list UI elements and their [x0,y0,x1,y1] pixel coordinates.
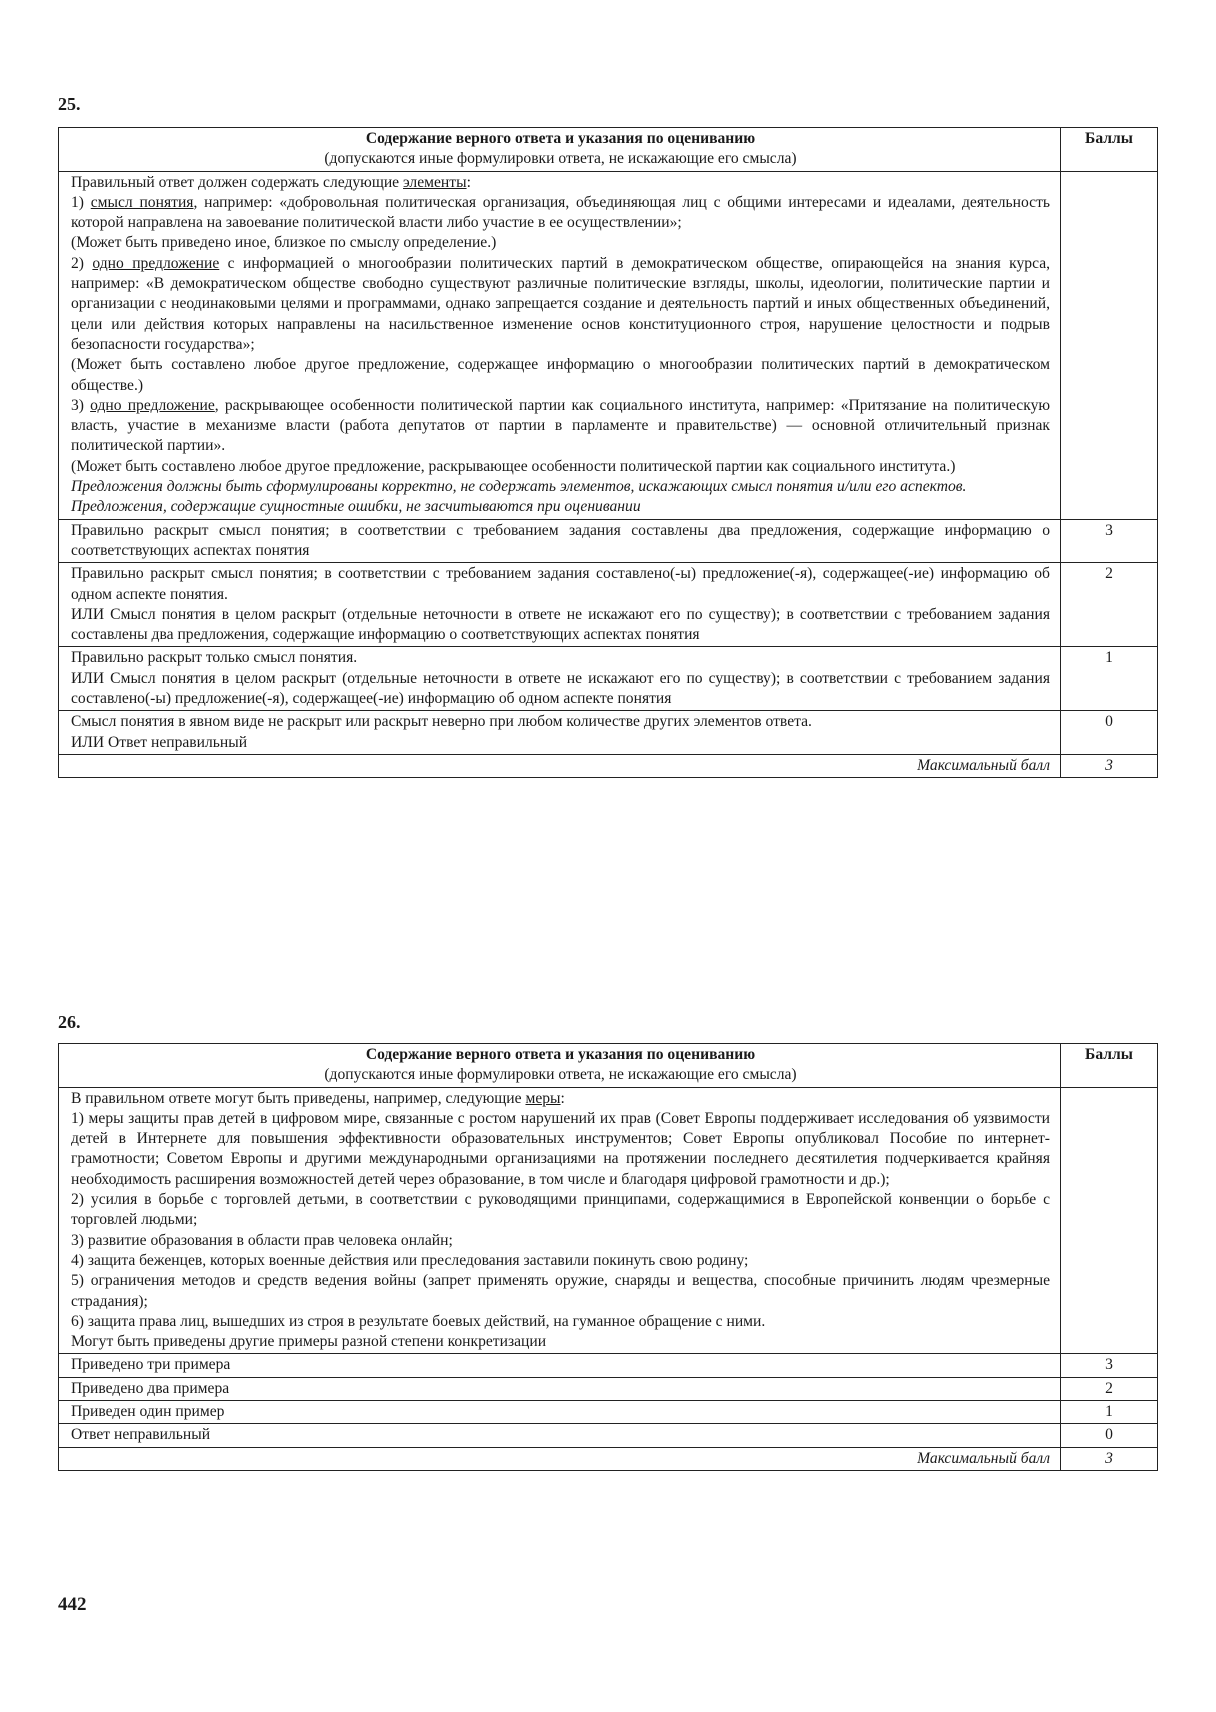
score-row-0 [59,1424,1158,1447]
measure-2: 2) усилия в борьбе с торговлей детьми, в соответствии с руководящими принципами, содержащимися в Европейской конвенции о борьбе с торговлей людьми; [71,1191,1050,1229]
score-value: 0 [1061,1424,1158,1447]
element-3: 3) одно предложение, раскрывающее особенности политической партии как социального института, например: «Притязание на политическую власть, участие в механизме власти (работа депутатов от партии в парламенте и правительстве) — основной отличительный признак политической партии». [71,396,1051,455]
measure-4: 4) защита беженцев, которых военные действия или преследования заставили покинуть свою родину; [71,1251,749,1269]
criteria-text: Смысл понятия в явном виде не раскрыт или раскрыт неверно при любом количестве других элементов ответа. [71,713,812,731]
italic-instruction-1: Предложения должны быть сформулированы корректно, не содержать элементов, искажающих смысл понятия и/или его аспектов. [71,478,967,496]
page-number: 442 [58,1594,87,1615]
content-intro: В правильном ответе могут быть приведены, например, следующие меры: [71,1089,565,1107]
scoring-table-25 [58,127,1158,778]
criteria-alt-text: ИЛИ Смысл понятия в целом раскрыт (отдельные неточности в ответе не искажают его по существу); в соответствии с требованием задания составлено(-ы) предложение(-я), содержащее(-ие) информацию об одном аспекте понятия [71,669,1050,708]
score-row-0 [59,711,1158,755]
measure-3: 3) развитие образования в области прав человека онлайн; [71,1231,453,1249]
table-header [59,128,1158,172]
question-number-25: 25. [58,94,81,114]
score-row-1 [59,647,1158,711]
score-value: 0 [1061,711,1158,755]
score-value: 3 [1061,1354,1158,1377]
element-1-note: (Может быть приведено иное, близкое по смыслу определение.) [71,234,497,252]
element-2-note: (Может быть составлено любое другое предложение, содержащее информацию о многообразии политических партий в демократическом обществе.) [71,356,1050,394]
criteria-cell [59,647,1061,711]
criteria-text: Ответ неправильный [59,1424,1061,1447]
measure-6: 6) защита права лиц, вышедших из строя в результате боевых действий, на гуманное обращение с ними. [71,1312,766,1330]
criteria-text: Приведено два примера [59,1377,1061,1400]
score-value: 2 [1061,563,1158,647]
element-2: 2) одно предложение с информацией о многообразии политических партий в демократическом обществе, опирающейся на знания курса, например: «В демократическом обществе свободно существуют различные политические взгляды, школы, идеологии, политические партии и организации с неодинаковыми целями и программами, однако запрещается создание и деятельность партий и иных общественных объединений, цели или действия которых направлены на насильственное изменение основ конституционного строя, нарушение целостности и подрыв безопасности государства»; [71,254,1051,353]
element-3-note: (Может быть составлено любое другое предложение, раскрывающее особенности политической партии как социального института.) [71,457,956,475]
header-points: Баллы [1061,1044,1158,1088]
question-number-26: 26. [58,1012,81,1032]
score-row-1 [59,1401,1158,1424]
criteria-text: Приведен один пример [59,1401,1061,1424]
answer-content-row [59,171,1158,519]
header-content-cell [59,1044,1061,1088]
content-outro: Могут быть приведены другие примеры разной степени конкретизации [71,1333,547,1351]
score-value: 3 [1061,519,1158,563]
max-score-label: Максимальный балл [59,754,1061,777]
header-title: Содержание верного ответа и указания по оцениванию [365,1046,756,1063]
max-score-value: 3 [1061,754,1158,777]
header-content-cell [59,128,1061,172]
score-row-2 [59,1377,1158,1400]
score-value: 1 [1061,647,1158,711]
criteria-alt-text: ИЛИ Смысл понятия в целом раскрыт (отдельные неточности в ответе не искажают его по существу); в соответствии с требованием задания составлены два предложения, содержащие информацию о соответствующих аспектах понятия [71,605,1050,644]
criteria-cell [59,563,1061,647]
criteria-alt-text: ИЛИ Ответ неправильный [71,733,248,751]
header-subtitle: (допускаются иные формулировки ответа, не искажающие его смысла) [324,1066,797,1084]
answer-content-cell [59,1087,1061,1354]
answer-content-row [59,1087,1158,1354]
content-intro: Правильный ответ должен содержать следующие элементы: [71,173,471,191]
score-value: 1 [1061,1401,1158,1424]
italic-instruction-2: Предложения, содержащие сущностные ошибки, не засчитываются при оценивании [71,498,641,516]
criteria-cell [59,711,1061,755]
table-header [59,1044,1158,1088]
max-score-value: 3 [1061,1447,1158,1470]
criteria-text: Правильно раскрыт смысл понятия; в соответствии с требованием задания составлены два предложения, содержащие информацию о соответствующих аспектах понятия [59,519,1061,563]
scoring-table-26 [58,1043,1158,1471]
header-points: Баллы [1061,128,1158,172]
criteria-text: Приведено три примера [59,1354,1061,1377]
measure-5: 5) ограничения методов и средств ведения войны (запрет применять оружие, снаряды и вещества, способные причинить людям чрезмерные страдания); [71,1272,1050,1310]
max-score-label: Максимальный балл [59,1447,1061,1470]
empty-points-cell [1061,171,1158,519]
score-row-2 [59,563,1158,647]
header-subtitle: (допускаются иные формулировки ответа, не искажающие его смысла) [324,150,797,168]
score-value: 2 [1061,1377,1158,1400]
score-row-3 [59,1354,1158,1377]
score-row-3 [59,519,1158,563]
max-score-row [59,1447,1158,1470]
answer-content-cell [59,171,1061,519]
header-title: Содержание верного ответа и указания по оцениванию [365,130,756,147]
max-score-row [59,754,1158,777]
measure-1: 1) меры защиты прав детей в цифровом мире, связанные с ростом нарушений их прав (Совет Европы поддерживает исследования об уязвимости детей в Интернете для повышения эффективности образовательных инструментов; Совет Европы опубликовал Пособие по интернет-грамотности; Советом Европы и другими международными организациями на протяжении последнего десятилетия подчеркивается крайняя необходимость расширения возможностей детей через образование, в том числе и благодаря цифровой грамотности и др.); [71,1109,1050,1188]
criteria-text: Правильно раскрыт смысл понятия; в соответствии с требованием задания составлено(-ы) предложение(-я), содержащее(-ие) информацию об одном аспекте понятия. [71,565,1050,603]
criteria-text: Правильно раскрыт только смысл понятия. [71,649,358,667]
element-1: 1) смысл понятия, например: «добровольная политическая организация, объединяющая лиц с общими интересами и идеалами, деятельность которой направлена на завоевание политической власти либо участие в ее осуществлении»; [71,193,1050,232]
empty-points-cell [1061,1087,1158,1354]
